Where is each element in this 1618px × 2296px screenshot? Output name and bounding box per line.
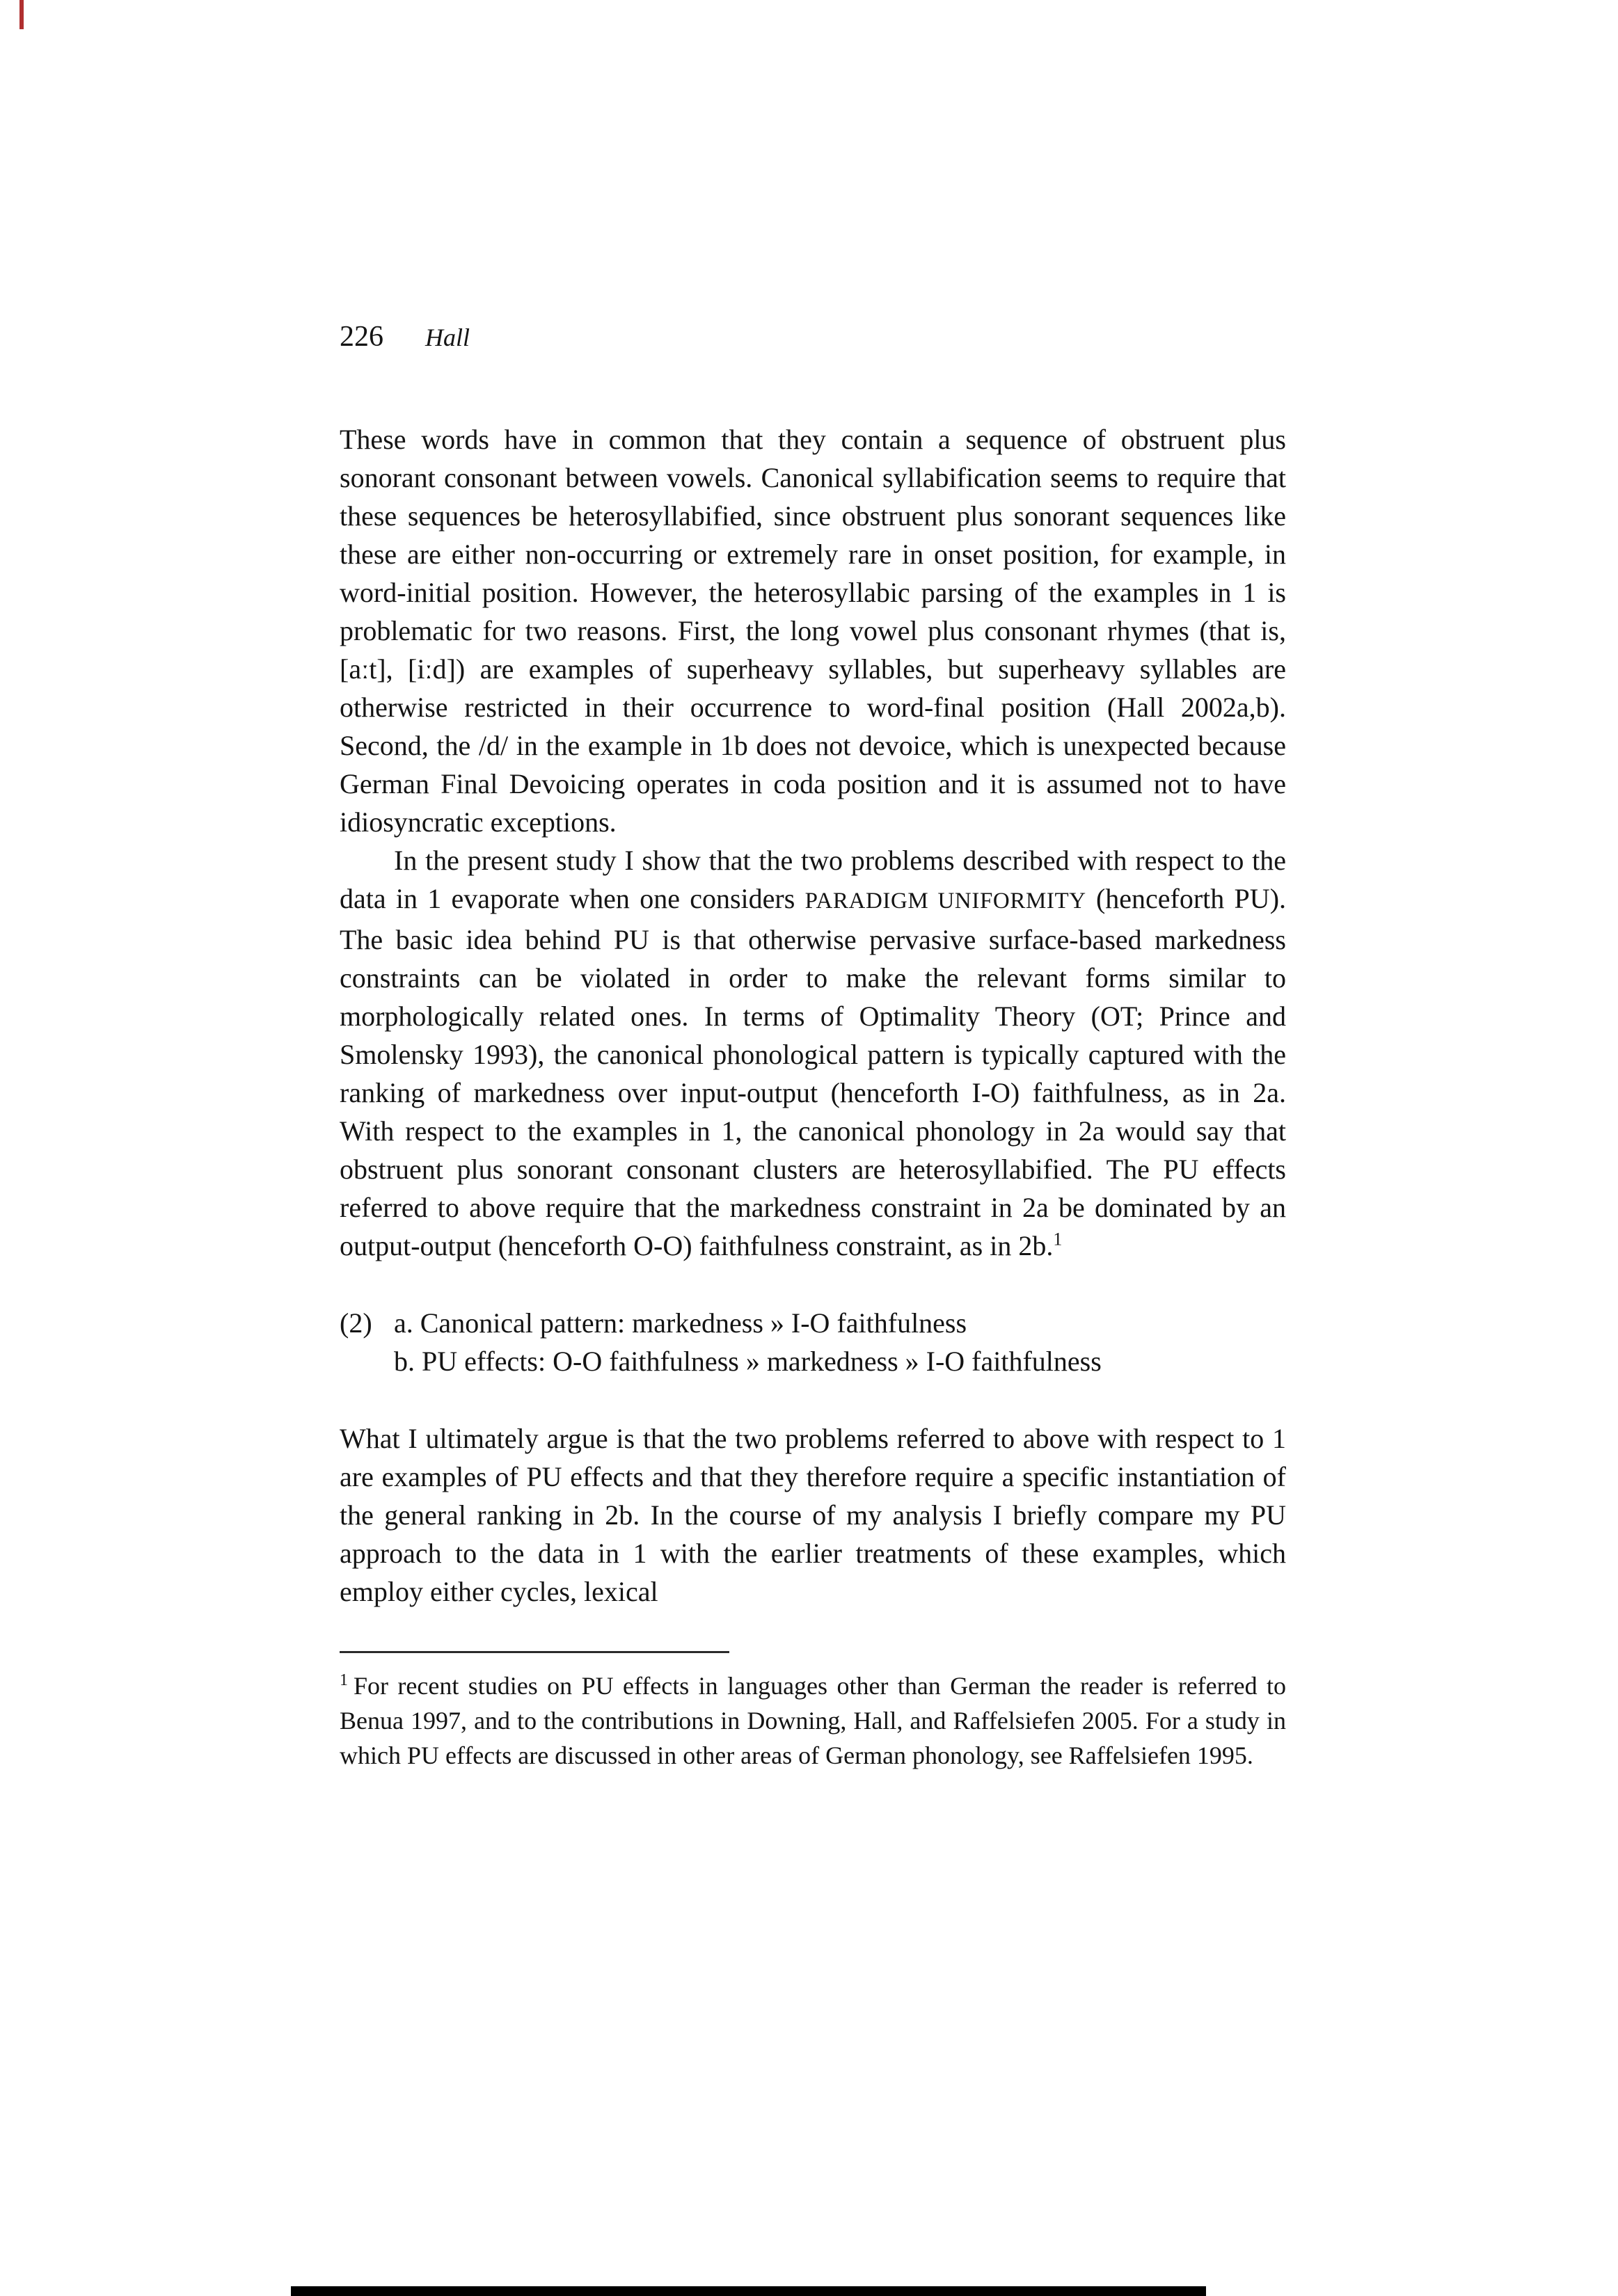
- footnote-marker: 1: [340, 1671, 348, 1689]
- scan-artifact-top-left: [19, 0, 24, 29]
- smallcaps-term: PARADIGM UNIFORMITY: [804, 888, 1086, 914]
- example-label: (2): [340, 1307, 372, 1339]
- paragraph-2-text-start: In the present study I show that the two problems described with respect to the data in 1 evaporate when one considers: [340, 845, 1286, 914]
- example-item-b: b. PU effects: O-O faithfulness » markedness » I-O faithfulness: [394, 1346, 1102, 1377]
- text-block: [340, 320, 1286, 1773]
- paragraph-3: What I ultimately argue is that the two problems referred to above with respect to 1 are examples of PU effects and that they therefore require a specific instantiation of the general ranking in 2b. In the course of my analysis I briefly compare my PU approach to the data in 1 with the earlier treatments of these examples, which employ either cycles, lexical: [340, 1423, 1286, 1607]
- footnote-section: [340, 1651, 1286, 1773]
- paragraph-2-text-cont: (henceforth PU). The basic idea behind PU is that otherwise pervasive surface-based markedness constraints can be violated in order to make the relevant forms similar to morphologically related ones. In terms of Optimality Theory (OT; Prince and Smolensky 1993), the canonical phonological pattern is typically captured with the ranking of markedness over input-output (henceforth I-O) faithfulness, as in 2a. With respect to the examples in 1, the canonical phonology in 2a would say that obstruent plus sonorant consonant clusters are heterosyllabified. The PU effects referred to above require that the markedness constraint in 2a be dominated by an output-output (henceforth O-O) faithfulness constraint, as in 2b.: [340, 883, 1287, 1261]
- paragraph-2: [340, 841, 1286, 1265]
- example-item-a: a. Canonical pattern: markedness » I-O faithfulness: [394, 1307, 967, 1339]
- paragraph-1: These words have in common that they contain a sequence of obstruent plus sonorant consonant between vowels. Canonical syllabification seems to require that these sequences be heterosyllabified, since obstruent plus sonorant sequences like these are either non-occurring or extremely rare in onset position, for example, in word-initial position. However, the heterosyllabic parsing of the examples in 1 is problematic for two reasons. First, the long vowel plus consonant rhymes (that is, [aːt], [iːd]) are examples of superheavy syllables, but superheavy syllables are otherwise restricted in their occurrence to word-final position (Hall 2002a,b). Second, the /d/ in the example in 1b does not devoice, which is unexpected because German Final Devoicing operates in coda position and it is assumed not to have idiosyncratic exceptions.: [340, 424, 1286, 838]
- running-head: Hall: [425, 324, 470, 351]
- numbered-example-2: [340, 1304, 1286, 1380]
- scan-artifact-bottom: [291, 2286, 1206, 2296]
- footnote-1: [340, 1668, 1286, 1773]
- page-header: [340, 320, 1286, 354]
- footnote-reference: 1: [1053, 1229, 1063, 1250]
- example-lines: [394, 1304, 1286, 1380]
- footnote-separator: [340, 1651, 729, 1653]
- page-number: 226: [340, 321, 383, 353]
- footnote-text: For recent studies on PU effects in languages other than German the reader is referred to Benua 1997, and to the contributions in Downing, Hall, and Raffelsiefen 2005. For a study in which PU effects are discussed in other areas of German phonology, see Raffelsiefen 1995.: [340, 1672, 1286, 1769]
